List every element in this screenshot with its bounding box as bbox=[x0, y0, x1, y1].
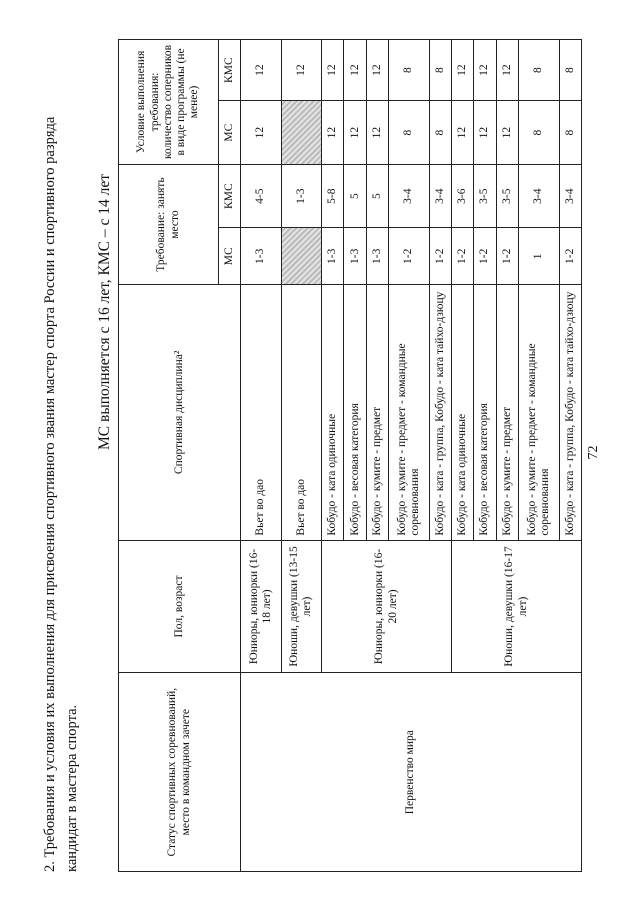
cond-kms-cell: 12 bbox=[344, 40, 366, 101]
cond-ms-cell: 12 bbox=[366, 101, 388, 165]
cond-ms-cell: 8 bbox=[389, 101, 430, 165]
header-status: Статус спортивных соревнований, место в командном зачете bbox=[119, 673, 241, 872]
discipline-cell: Кобудо - ката - группа, Кобудо - ката тайхо-дзюцу bbox=[429, 285, 451, 540]
req-ms-cell: 1-2 bbox=[496, 228, 518, 285]
cond-ms-cell-hatched bbox=[281, 101, 322, 165]
req-ms-cell: 1-2 bbox=[389, 228, 430, 285]
req-ms-cell: 1 bbox=[519, 228, 560, 285]
status-cell: Первенство мира bbox=[241, 673, 582, 872]
group-cell: Юноши, девушки (16-17 лет) bbox=[452, 540, 582, 673]
heading-line-1: 2. Требования и условия их выполнения для присвоения спортивного звания мастер спорта России и спортивного разряда bbox=[42, 116, 58, 872]
header-requirement: Требование: занять место bbox=[119, 164, 219, 284]
age-requirement-subheading: МС выполняется с 16 лет, КМС – с 14 лет bbox=[96, 173, 113, 450]
discipline-cell: Вьет во дао bbox=[281, 285, 322, 540]
discipline-cell: Кобудо - кумите - предмет bbox=[366, 285, 388, 540]
header-req-ms: МС bbox=[219, 228, 241, 285]
req-kms-cell: 3-4 bbox=[519, 164, 560, 228]
req-kms-cell: 3-5 bbox=[474, 164, 496, 228]
discipline-cell: Кобудо - кумите - предмет - командные соревнования bbox=[519, 285, 560, 540]
req-ms-cell: 1-2 bbox=[474, 228, 496, 285]
group-cell: Юноши, девушки (13-15 лет) bbox=[281, 540, 322, 673]
header-req-kms: КМС bbox=[219, 164, 241, 228]
cond-kms-cell: 12 bbox=[452, 40, 474, 101]
header-cond-kms: КМС bbox=[219, 40, 241, 101]
heading-line-2: кандидат в мастера спорта. bbox=[64, 704, 80, 872]
req-ms-cell-hatched bbox=[281, 228, 322, 285]
cond-kms-cell: 12 bbox=[281, 40, 322, 101]
cond-kms-cell: 8 bbox=[559, 40, 581, 101]
req-ms-cell: 1-2 bbox=[429, 228, 451, 285]
discipline-cell: Кобудо - кумите - предмет bbox=[496, 285, 518, 540]
discipline-cell: Кобудо - весовая категория bbox=[344, 285, 366, 540]
cond-ms-cell: 12 bbox=[496, 101, 518, 165]
requirements-table bbox=[118, 39, 582, 872]
header-condition: Условие выполнения требования: количество соперников в виде программы (не менее) bbox=[119, 40, 219, 165]
discipline-cell: Кобудо - кумите - предмет - командные соревнования bbox=[389, 285, 430, 540]
req-kms-cell: 1-3 bbox=[281, 164, 322, 228]
cond-ms-cell: 8 bbox=[559, 101, 581, 165]
cond-ms-cell: 8 bbox=[429, 101, 451, 165]
req-kms-cell: 5 bbox=[344, 164, 366, 228]
cond-kms-cell: 12 bbox=[322, 40, 344, 101]
cond-ms-cell: 12 bbox=[241, 101, 282, 165]
req-ms-cell: 1-3 bbox=[366, 228, 388, 285]
cond-kms-cell: 12 bbox=[474, 40, 496, 101]
req-ms-cell: 1-2 bbox=[452, 228, 474, 285]
cond-kms-cell: 8 bbox=[519, 40, 560, 101]
cond-ms-cell: 12 bbox=[452, 101, 474, 165]
header-cond-ms: МС bbox=[219, 101, 241, 165]
discipline-cell: Кобудо - ката - группа, Кобудо - ката тайхо-дзюцу bbox=[559, 285, 581, 540]
req-kms-cell: 4-5 bbox=[241, 164, 282, 228]
req-kms-cell: 3-4 bbox=[559, 164, 581, 228]
group-cell: Юниоры, юниорки (16-18 лет) bbox=[241, 540, 282, 673]
header-discipline: Спортивная дисциплина² bbox=[119, 285, 241, 540]
discipline-cell: Кобудо - весовая категория bbox=[474, 285, 496, 540]
req-ms-cell: 1-3 bbox=[241, 228, 282, 285]
cond-kms-cell: 12 bbox=[241, 40, 282, 101]
cond-ms-cell: 8 bbox=[519, 101, 560, 165]
discipline-cell: Кобудо - ката одиночные bbox=[452, 285, 474, 540]
table-row bbox=[241, 40, 282, 872]
req-kms-cell: 5 bbox=[366, 164, 388, 228]
cond-kms-cell: 12 bbox=[366, 40, 388, 101]
req-ms-cell: 1-3 bbox=[344, 228, 366, 285]
req-kms-cell: 3-6 bbox=[452, 164, 474, 228]
page-number: 72 bbox=[586, 445, 601, 460]
req-kms-cell: 5-8 bbox=[322, 164, 344, 228]
req-ms-cell: 1-2 bbox=[559, 228, 581, 285]
req-kms-cell: 3-5 bbox=[496, 164, 518, 228]
cond-kms-cell: 8 bbox=[389, 40, 430, 101]
req-kms-cell: 3-4 bbox=[389, 164, 430, 228]
discipline-cell: Вьет во дао bbox=[241, 285, 282, 540]
cond-kms-cell: 8 bbox=[429, 40, 451, 101]
group-cell: Юниоры, юниорки (16-20 лет) bbox=[322, 540, 452, 673]
discipline-cell: Кобудо - ката одиночные bbox=[322, 285, 344, 540]
cond-kms-cell: 12 bbox=[496, 40, 518, 101]
cond-ms-cell: 12 bbox=[474, 101, 496, 165]
req-kms-cell: 3-4 bbox=[429, 164, 451, 228]
req-ms-cell: 1-3 bbox=[322, 228, 344, 285]
cond-ms-cell: 12 bbox=[344, 101, 366, 165]
header-gender-age: Пол, возраст bbox=[119, 540, 241, 673]
cond-ms-cell: 12 bbox=[322, 101, 344, 165]
